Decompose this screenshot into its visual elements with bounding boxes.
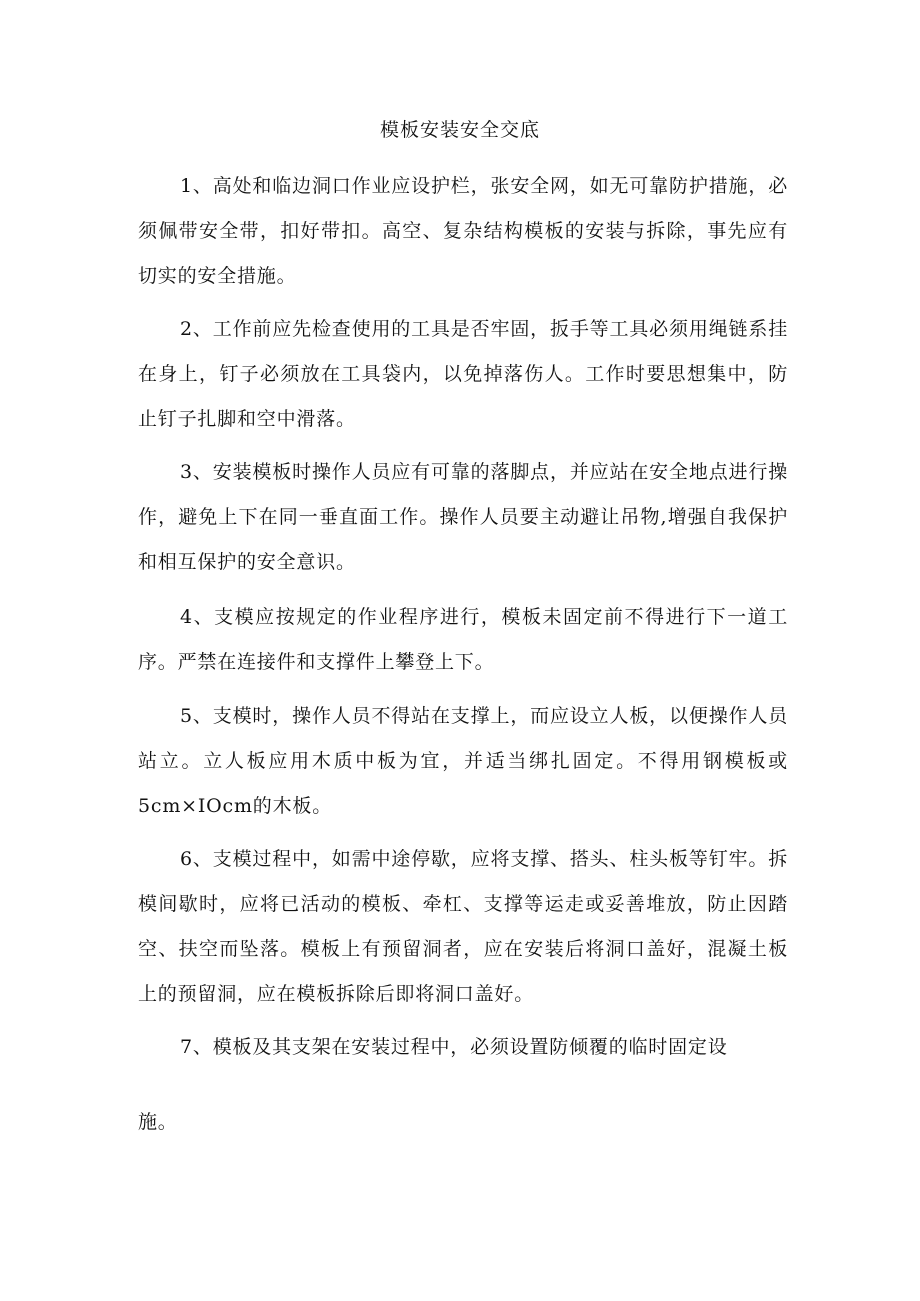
paragraph-3: 3、安装模板时操作人员应有可靠的落脚点，并应站在安全地点进行操作，避免上下在同一垂直面工作。操作人员要主动避让吊物,增强自我保护和相互保护的安全意识。 [138,461,788,573]
paragraph-7: 7、模板及其支架在安装过程中，必须设置防倾覆的临时固定设 [180,1036,728,1058]
document-title: 模板安装安全交底 [379,119,540,141]
paragraph-5: 5、支模时，操作人员不得站在支撑上，而应设立人板，以便操作人员站立。立人板应用木质中板为宜，并适当绑扎固定。不得用钢模板或5cm×IOcm的木板。 [138,705,788,817]
paragraph-4: 4、支模应按规定的作业程序进行，模板未固定前不得进行下一道工序。严禁在连接件和支撑件上攀登上下。 [138,606,788,673]
paragraph-1: 1、高处和临边洞口作业应设护栏，张安全网，如无可靠防护措施，必须佩带安全带，扣好带扣。高空、复杂结构模板的安装与拆除，事先应有切实的安全措施。 [138,175,788,287]
paragraph-2: 2、工作前应先检查使用的工具是否牢固，扳手等工具必须用绳链系挂在身上，钉子必须放在工具袋内，以免掉落伤人。工作时要思想集中，防止钉子扎脚和空中滑落。 [138,318,788,430]
paragraph-6: 6、支模过程中，如需中途停歇，应将支撑、搭头、柱头板等钉牢。拆模间歇时，应将已活动的模板、牵杠、支撑等运走或妥善堆放，防止因踏空、扶空而坠落。模板上有预留洞者，应在安装后将洞口盖好，混凝土板上的预留洞，应在模板拆除后即将洞口盖好。 [138,848,788,1005]
paragraph-7-last-line: 施。 [138,1111,178,1133]
